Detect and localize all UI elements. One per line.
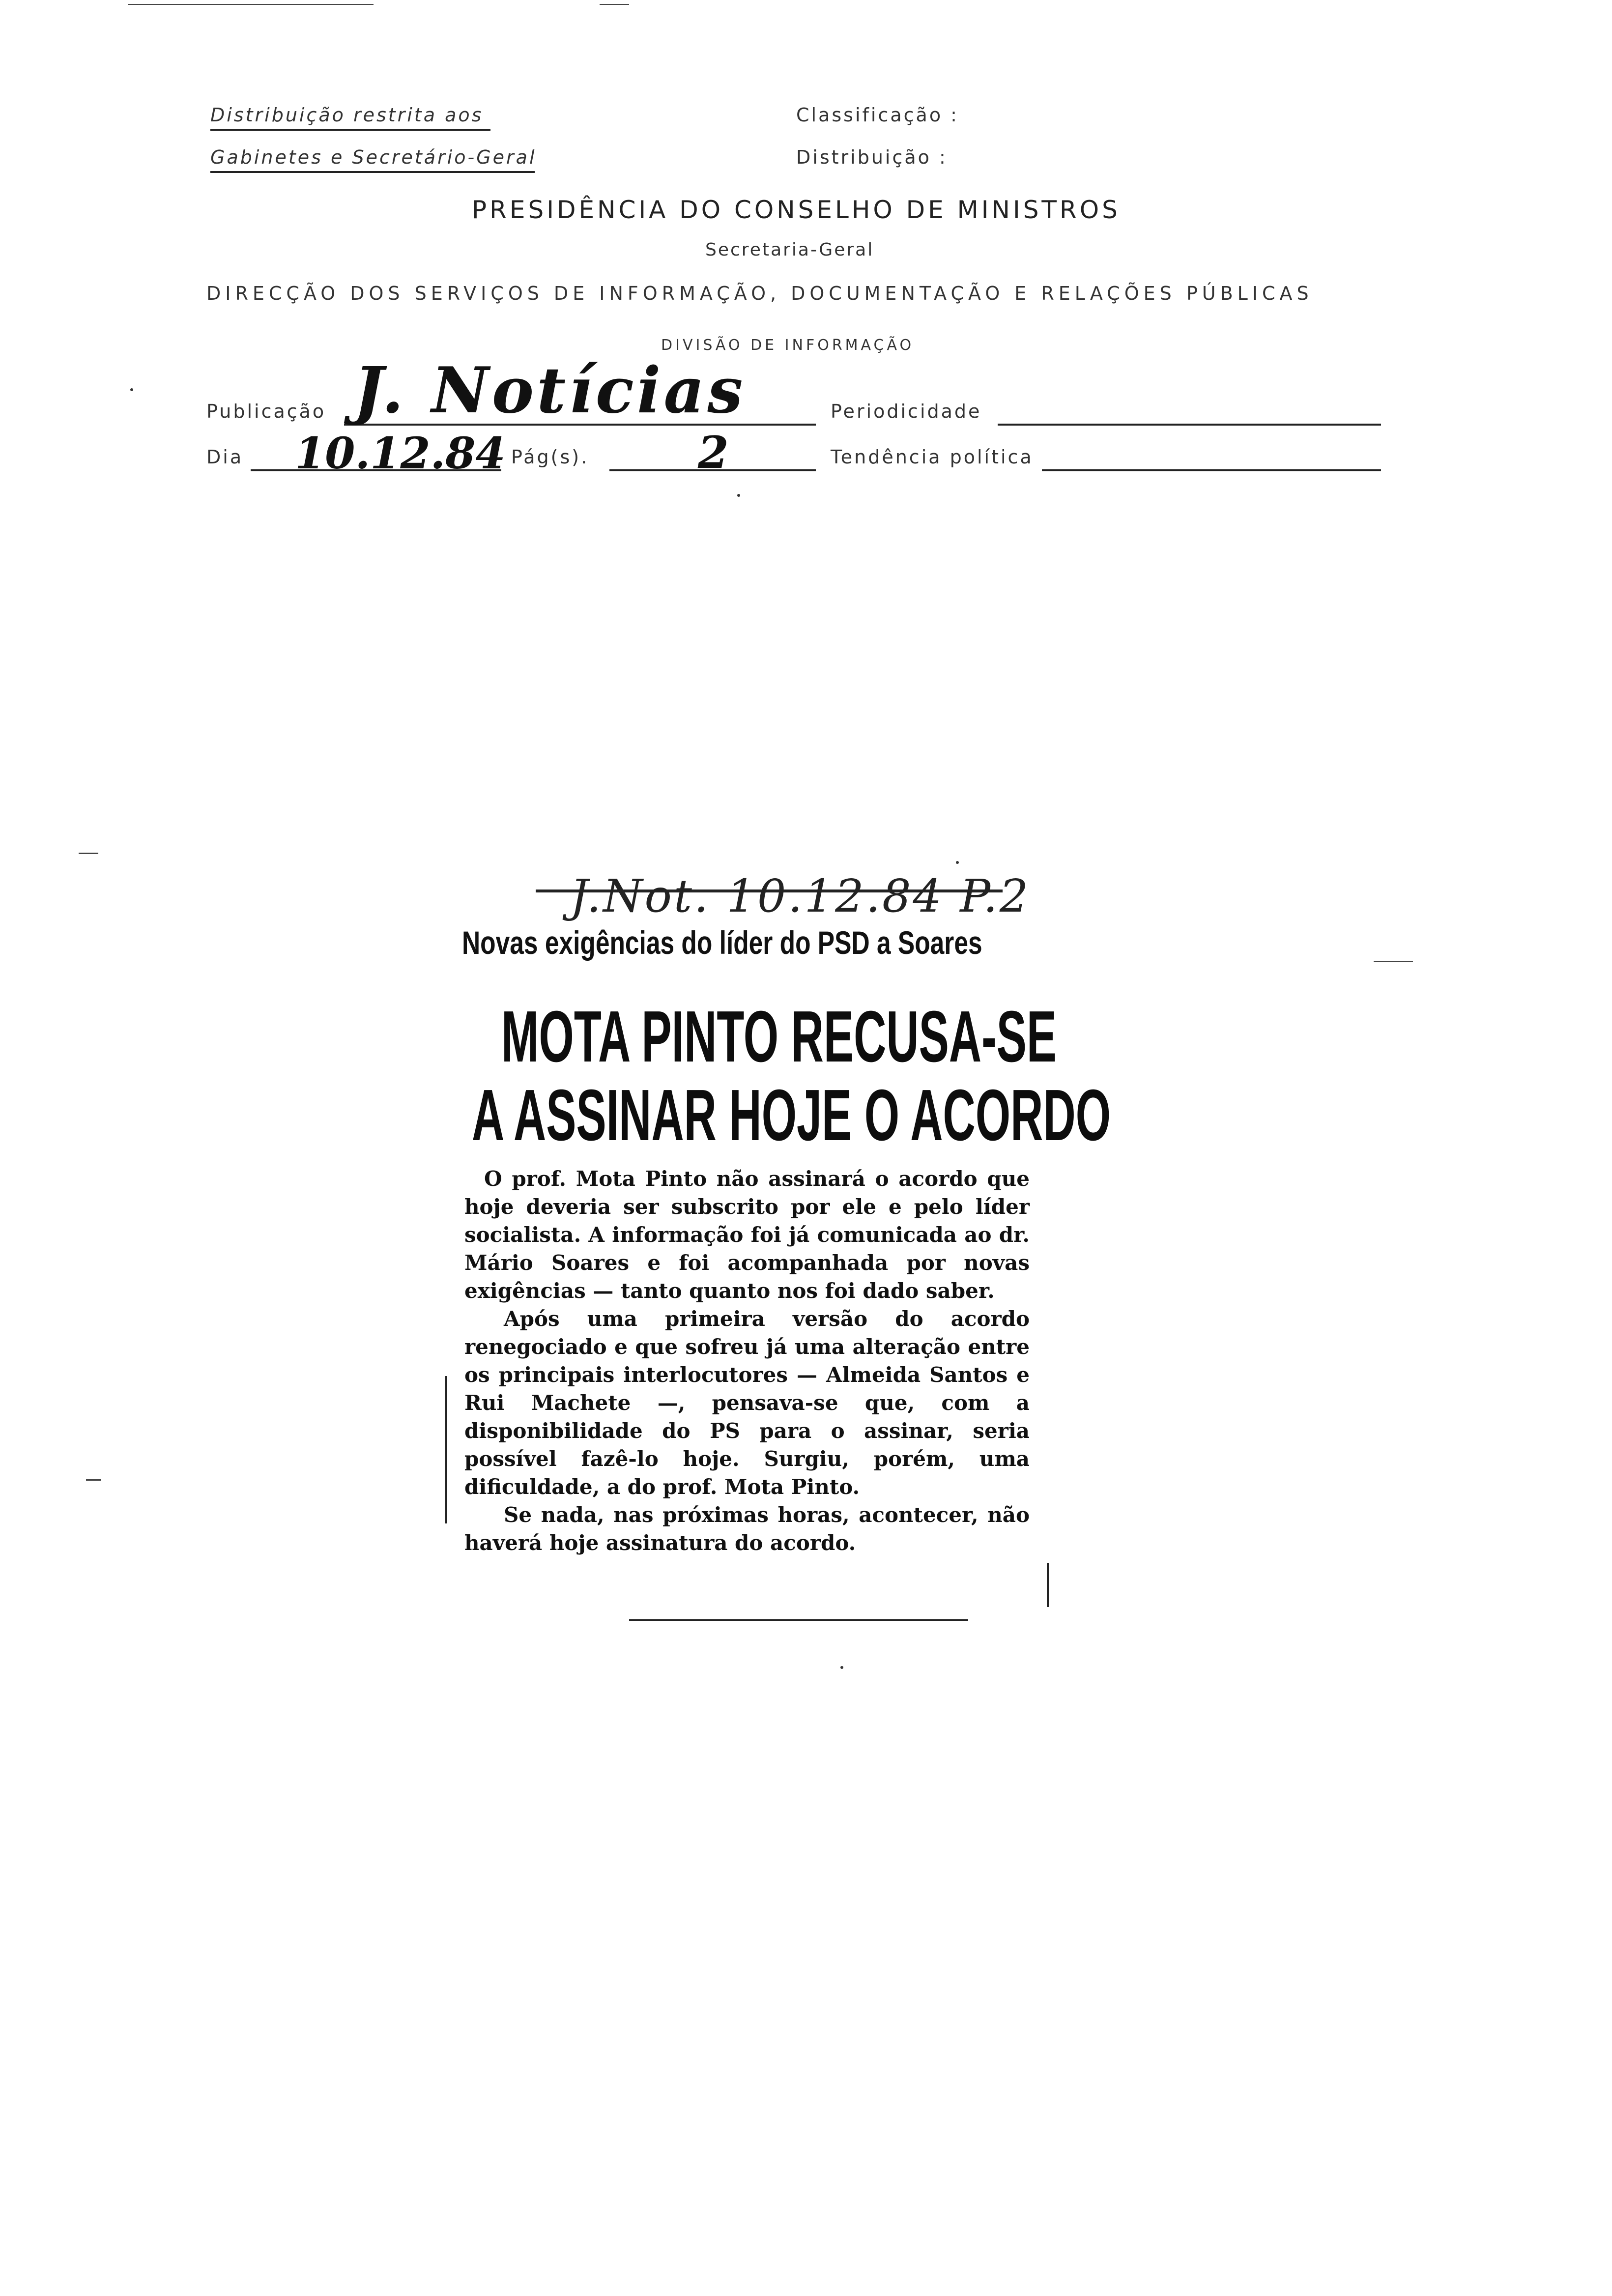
scan-speck: [840, 1666, 843, 1669]
article-body: [464, 1165, 1030, 1557]
scan-speck: [737, 494, 740, 497]
scan-mark: [79, 853, 98, 854]
distribution-right-label: Distribuição :: [796, 146, 948, 168]
tendency-underline: [1042, 469, 1381, 471]
direction-line: DIRECÇÃO DOS SERVIÇOS DE INFORMAÇÃO, DOCUMENTAÇÃO E RELAÇÕES PÚBLICAS: [206, 283, 1313, 304]
publication-value: J. Notícias: [354, 354, 746, 428]
distribution-label-1: Distribuição restrita aos: [210, 104, 490, 131]
tendency-label: Tendência política: [831, 446, 1034, 468]
headline-line-2: A ASSINAR HOJE O ACORDO: [472, 1075, 1111, 1156]
headline-line-1: MOTA PINTO RECUSA-SE: [501, 996, 1057, 1077]
pages-label: Pág(s).: [511, 446, 589, 468]
distribution-label-2: Gabinetes e Secretário-Geral: [210, 146, 535, 173]
scan-mark: [86, 1479, 101, 1481]
day-label: Dia: [206, 446, 244, 468]
publication-label: Publicação: [206, 401, 326, 422]
scan-mark: [128, 4, 374, 5]
clipping-kicker: Novas exigências do líder do PSD a Soares: [462, 924, 982, 961]
classification-label: Classificação :: [796, 104, 959, 126]
handwritten-note: J.Not. 10.12.84 P.2: [570, 870, 1031, 922]
article-paragraph: Se nada, nas próximas horas, acontecer, não haverá hoje assinatura do acordo.: [464, 1503, 1030, 1555]
clipping-right-mark: [1047, 1563, 1049, 1607]
page-title: PRESIDÊNCIA DO CONSELHO DE MINISTROS: [472, 196, 1121, 224]
clipping-bottom-rule: [629, 1619, 968, 1621]
day-value: 10.12.84: [295, 428, 506, 479]
page-subtitle: Secretaria-Geral: [705, 240, 874, 260]
scan-mark: [1374, 961, 1413, 962]
scan-mark: [600, 4, 629, 5]
article-paragraph: Após uma primeira versão do acordo renegociado e que sofreu já uma alteração entre os principais interlocutores — Almeida Santos e Rui Machete —, pensava-se que, com a disponibilidade do PS para o assinar, seria possível fazê-lo hoje. Surgiu, porém, uma dificuldade, a do prof. Mota Pinto.: [464, 1307, 1030, 1499]
periodicity-label: Periodicidade: [831, 401, 982, 422]
clipping-left-border: [445, 1376, 447, 1523]
periodicity-underline: [998, 424, 1381, 426]
scan-speck: [130, 388, 133, 391]
division-line: DIVISÃO DE INFORMAÇÃO: [661, 337, 915, 354]
pages-value: 2: [698, 427, 729, 479]
article-paragraph: O prof. Mota Pinto não assinará o acordo que hoje deveria ser subscrito por ele e pelo líder socialista. A informação foi já comunicada ao dr. Mário Soares e foi acompanhada por novas exigências — tanto quanto nos foi dado saber.: [464, 1167, 1030, 1303]
scan-speck: [956, 861, 959, 864]
newspaper-clipping: [442, 870, 1111, 1632]
